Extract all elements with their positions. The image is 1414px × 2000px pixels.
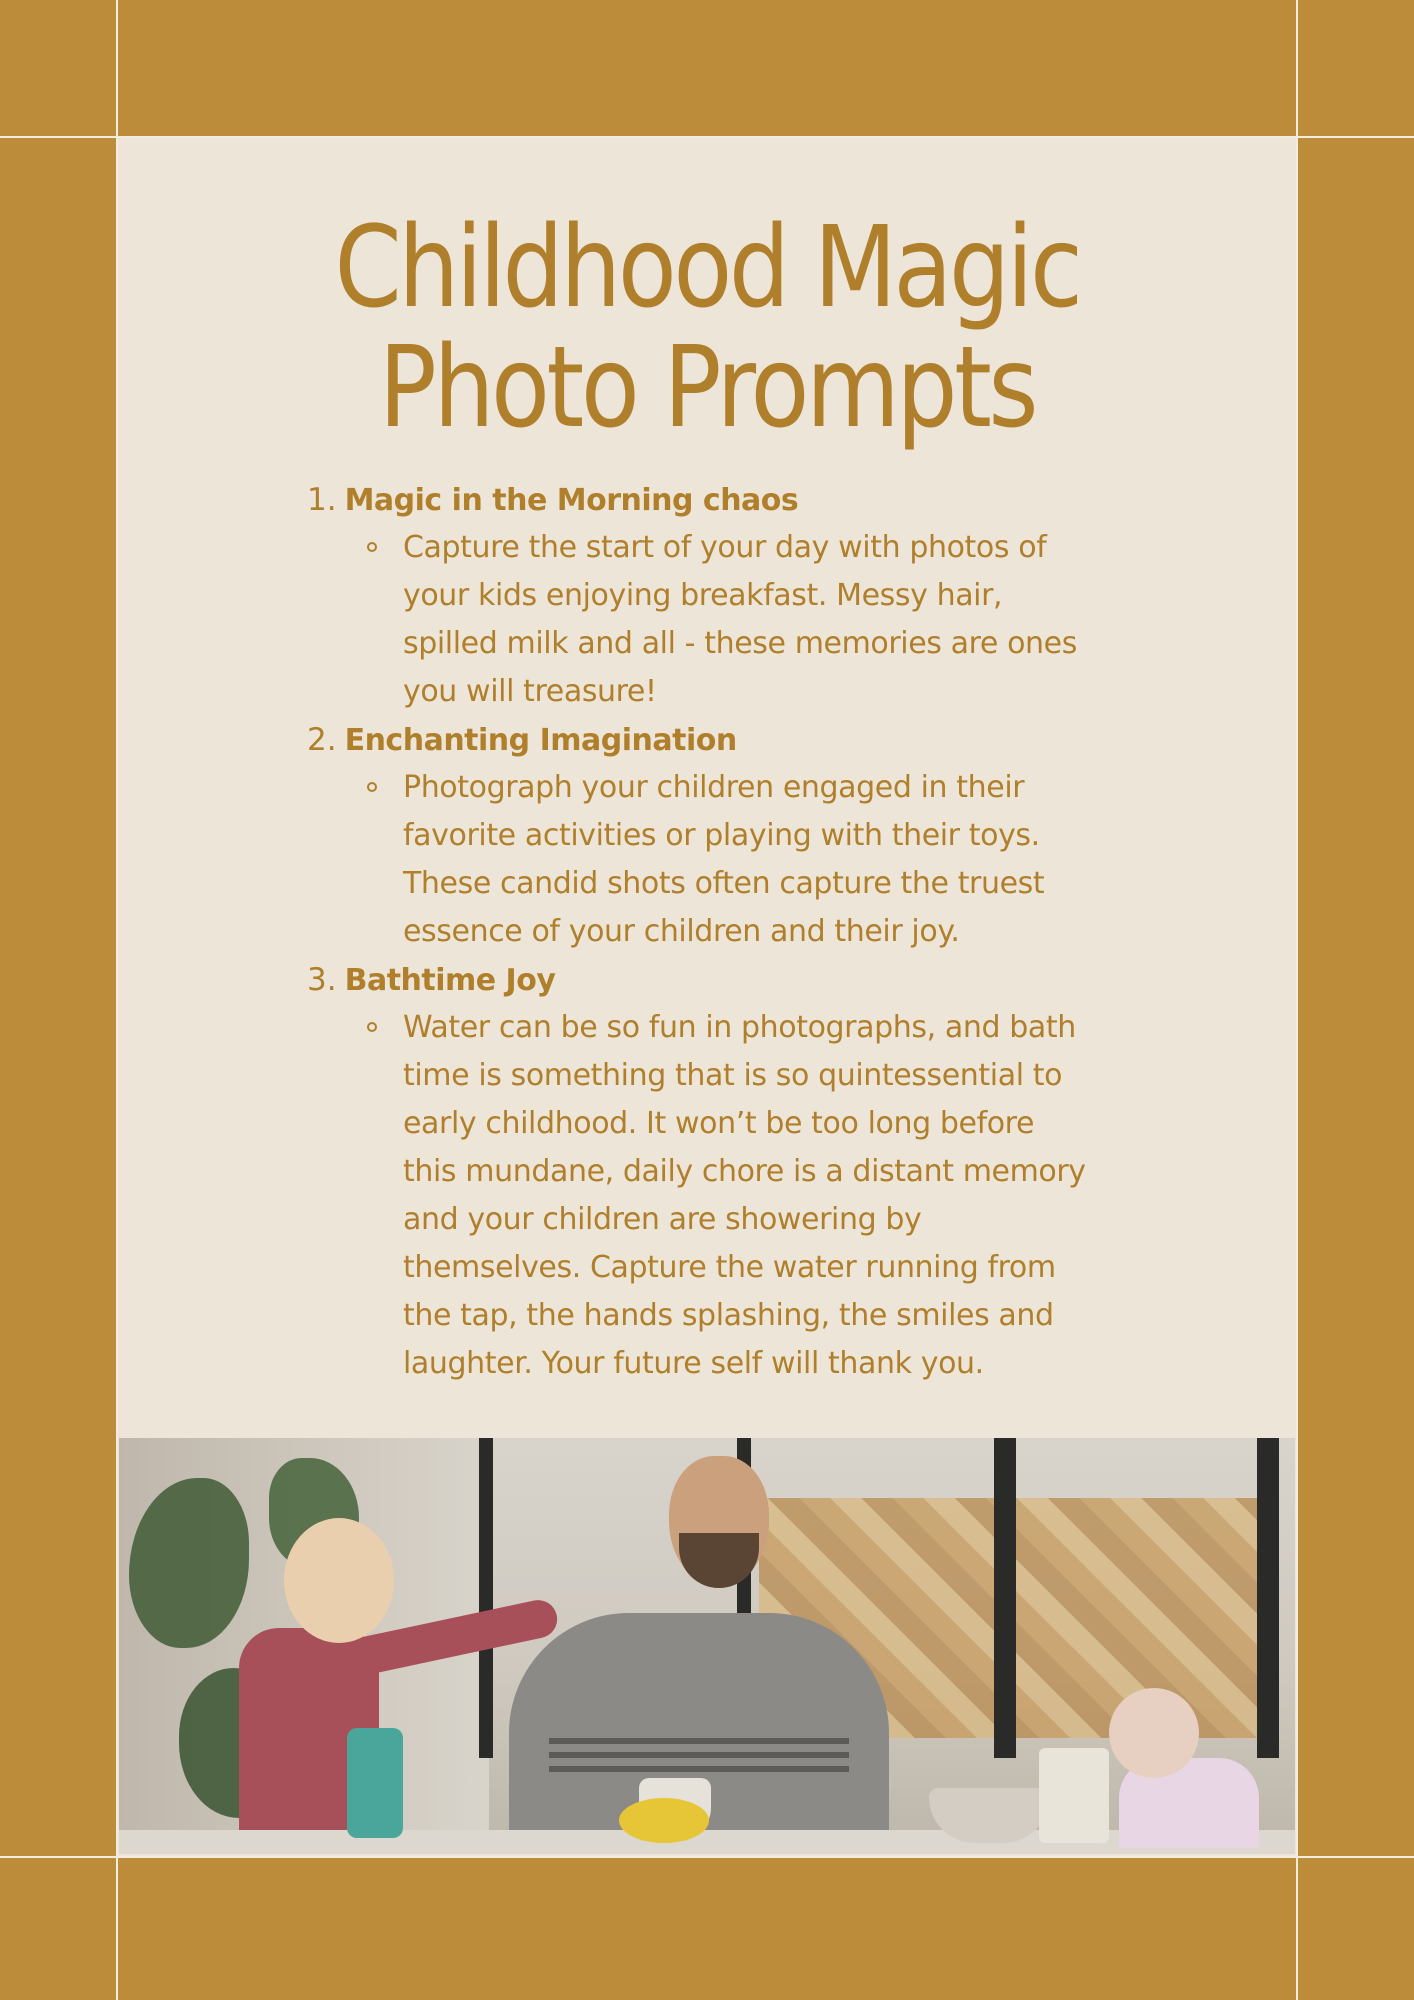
content-panel — [117, 138, 1297, 1856]
guide-line-top — [0, 136, 1414, 138]
description-line: this mundane, daily chore is a distant memory — [403, 1154, 1086, 1189]
photo-sippy-cup — [347, 1728, 403, 1838]
prompt-number: 1. — [307, 482, 337, 518]
prompt-item — [307, 716, 1147, 956]
description-line: you will treasure! — [403, 674, 657, 709]
photo-window-frame — [1257, 1438, 1279, 1758]
description-line: laughter. Your future self will thank you. — [403, 1346, 984, 1381]
photo-window-frame — [994, 1438, 1016, 1758]
photo-shirt-stripes — [549, 1738, 849, 1778]
bullet-icon — [367, 542, 377, 552]
photo-girl-head — [1109, 1688, 1199, 1778]
guide-line-left — [116, 0, 118, 2000]
prompt-list — [307, 476, 1147, 1388]
photo-window-frame — [479, 1438, 493, 1758]
prompt-number: 2. — [307, 722, 337, 758]
title-line-1: Childhood Magic — [334, 203, 1080, 333]
description-line: spilled milk and all - these memories are ones — [403, 626, 1077, 661]
prompt-description — [403, 1004, 1138, 1388]
description-line: and your children are showering by — [403, 1202, 922, 1237]
guide-line-right — [1296, 0, 1298, 2000]
prompt-item — [307, 476, 1147, 716]
description-line: your kids enjoying breakfast. Messy hair, — [403, 578, 1003, 613]
description-line: Water can be so fun in photographs, and bath — [403, 1010, 1076, 1045]
photo-bottles — [1039, 1748, 1109, 1843]
description-line: These candid shots often capture the truest — [403, 866, 1045, 901]
description-line: favorite activities or playing with their toys. — [403, 818, 1040, 853]
prompt-description — [403, 764, 1138, 956]
page-title — [200, 203, 1215, 453]
prompt-title: Magic in the Morning chaos — [344, 483, 799, 518]
breakfast-photo — [119, 1438, 1295, 1854]
title-line-2: Photo Prompts — [378, 323, 1036, 453]
description-line: early childhood. It won’t be too long before — [403, 1106, 1035, 1141]
prompt-title: Enchanting Imagination — [344, 723, 737, 758]
description-line: themselves. Capture the water running from — [403, 1250, 1056, 1285]
photo-toddler-head — [284, 1518, 394, 1643]
bullet-icon — [367, 782, 377, 792]
prompt-number: 3. — [307, 962, 337, 998]
prompt-item — [307, 956, 1147, 1388]
prompt-description — [403, 524, 1138, 716]
description-line: essence of your children and their joy. — [403, 914, 960, 949]
prompt-heading — [307, 716, 1147, 764]
guide-line-bottom — [0, 1856, 1414, 1858]
prompt-heading — [307, 956, 1147, 1004]
description-line: Photograph your children engaged in their — [403, 770, 1025, 805]
prompt-title: Bathtime Joy — [344, 963, 556, 998]
bullet-icon — [367, 1022, 377, 1032]
description-line: time is something that is so quintessential to — [403, 1058, 1063, 1093]
photo-yellow-toy — [619, 1798, 709, 1843]
prompt-heading — [307, 476, 1147, 524]
description-line: the tap, the hands splashing, the smiles and — [403, 1298, 1054, 1333]
description-line: Capture the start of your day with photos of — [403, 530, 1047, 565]
